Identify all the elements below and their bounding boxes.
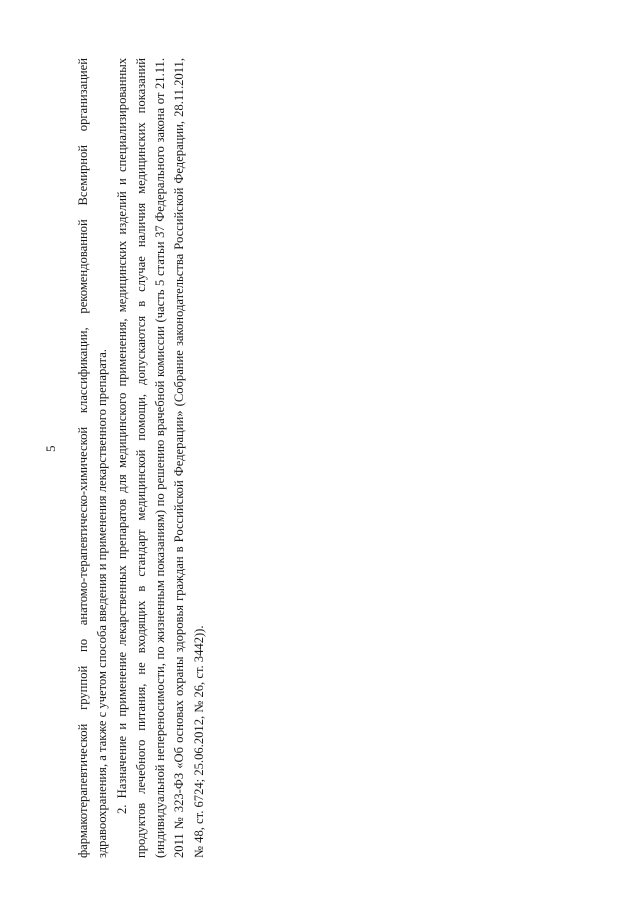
rotated-text-block: [74, 58, 209, 858]
paragraph-continuation: фармакотерапевтической группой по анатомо-терапевтическо-химической классификации, рекомендованной Всемирной организацией здравоохранения, а также с учетом способа введения и применения лекарственного препарата.: [76, 58, 110, 858]
page-number: 5: [43, 445, 58, 452]
paragraph-item-2: 2. Назначение и применение лекарственных препаратов для медицинского применения, медицинских изделий и специализированных продуктов лечебного питания, не входящих в стандарт медицинской помощи, допускаются в случае наличия медицинских показаний (индивидуальной непереносимости, по жизненным показаниям) по решению врачебной комиссии (часть 5 статьи 37 Федерального закона от 21.11. 2011 № 323-ФЗ «Об основах охраны здоровья граждан в Российской Федерации» (Собрание законодательства Российской Федерации, 28.11.2011, № 48, ст. 6724; 25.06.2012, № 26, ст. 3442)).: [114, 58, 206, 858]
